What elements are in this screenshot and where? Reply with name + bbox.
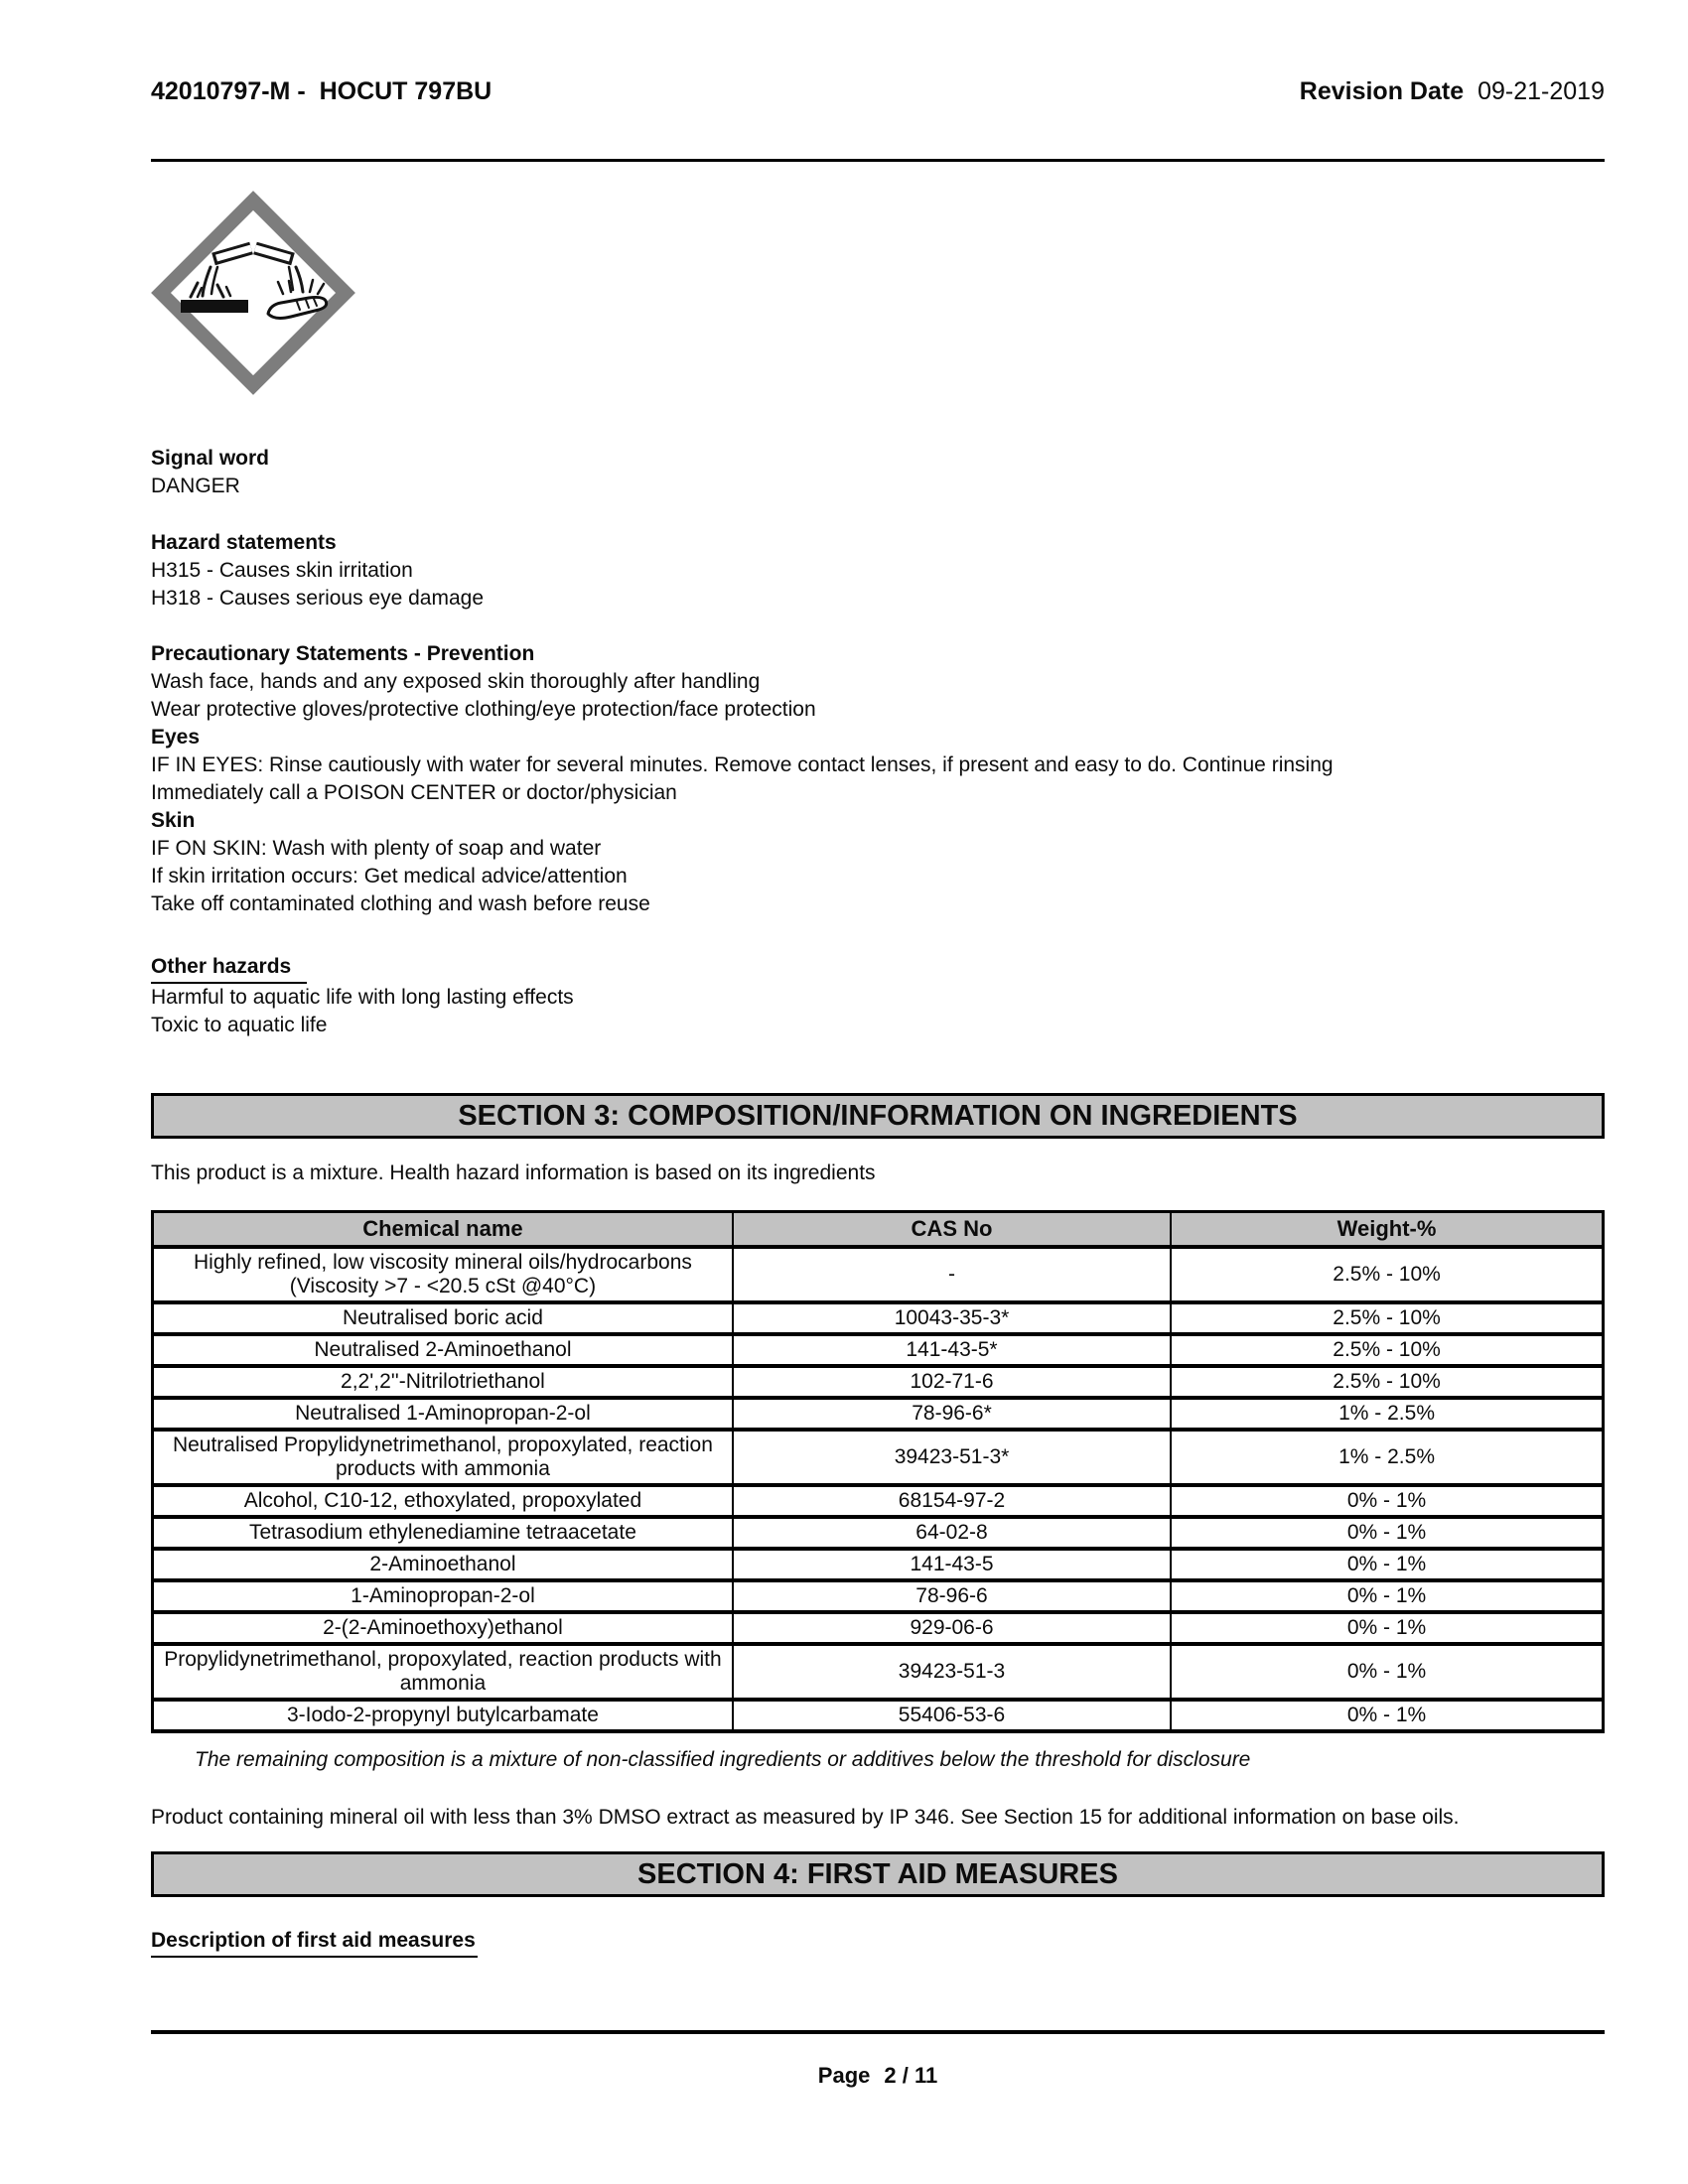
cas-no-cell: 78-96-6* bbox=[733, 1398, 1171, 1430]
chemical-name-cell: Alcohol, C10-12, ethoxylated, propoxylated bbox=[153, 1485, 733, 1517]
chemical-name-cell: Neutralised boric acid bbox=[153, 1302, 733, 1334]
weight-cell: 0% - 1% bbox=[1171, 1580, 1603, 1612]
weight-cell: 0% - 1% bbox=[1171, 1517, 1603, 1549]
ingredients-table-body bbox=[153, 1247, 1604, 1731]
header-rule bbox=[151, 159, 1605, 162]
hazard-statements-heading: Hazard statements bbox=[151, 531, 337, 554]
table-row bbox=[153, 1485, 1604, 1517]
doc-header bbox=[151, 77, 1605, 105]
page-label: Page bbox=[817, 2063, 871, 2088]
cas-no-cell: 39423-51-3 bbox=[733, 1644, 1171, 1700]
composition-footnote: The remaining composition is a mixture of non-classified ingredients or additives below the threshold for disclosure bbox=[195, 1748, 1251, 1771]
table-row bbox=[153, 1430, 1604, 1485]
weight-cell: 2.5% - 10% bbox=[1171, 1247, 1603, 1302]
page-footer bbox=[151, 2030, 1605, 2090]
weight-cell: 0% - 1% bbox=[1171, 1700, 1603, 1731]
eyes-line: Immediately call a POISON CENTER or doctor/physician bbox=[151, 781, 677, 804]
chemical-name-cell: Neutralised 1-Aminopropan-2-ol bbox=[153, 1398, 733, 1430]
table-row bbox=[153, 1580, 1604, 1612]
weight-cell: 2.5% - 10% bbox=[1171, 1334, 1603, 1366]
signal-word-value: DANGER bbox=[151, 475, 240, 497]
section3-title: SECTION 3: COMPOSITION/INFORMATION ON INGREDIENTS bbox=[458, 1100, 1298, 1132]
chemical-name-cell: Neutralised 2-Aminoethanol bbox=[153, 1334, 733, 1366]
eyes-list bbox=[151, 751, 1605, 807]
skin-line: Take off contaminated clothing and wash before reuse bbox=[151, 892, 650, 915]
cas-no-cell: - bbox=[733, 1247, 1171, 1302]
hazard-statements-block bbox=[151, 529, 1605, 613]
chemical-name-cell: 1-Aminopropan-2-ol bbox=[153, 1580, 733, 1612]
chemical-name-cell: Highly refined, low viscosity mineral oils/hydrocarbons (Viscosity >7 - <20.5 cSt @40°C) bbox=[153, 1247, 733, 1302]
ingredients-table bbox=[151, 1210, 1605, 1733]
section4-title: SECTION 4: FIRST AID MEASURES bbox=[637, 1858, 1118, 1890]
ghs-corrosion-icon bbox=[151, 191, 355, 395]
precautionary-block bbox=[151, 640, 1605, 918]
section3-title-bar bbox=[151, 1093, 1605, 1139]
cas-no-cell: 55406-53-6 bbox=[733, 1700, 1171, 1731]
table-row bbox=[153, 1302, 1604, 1334]
page-number: 2 / 11 bbox=[884, 2063, 938, 2088]
prevention-line: Wear protective gloves/protective clothing/eye protection/face protection bbox=[151, 698, 816, 721]
skin-line: IF ON SKIN: Wash with plenty of soap and water bbox=[151, 837, 602, 860]
table-row bbox=[153, 1334, 1604, 1366]
product-name: HOCUT 797BU bbox=[319, 77, 492, 105]
prevention-list bbox=[151, 668, 1605, 724]
other-hazards-block bbox=[151, 953, 1605, 1039]
table-header-row bbox=[153, 1212, 1604, 1248]
skin-list bbox=[151, 835, 1605, 918]
other-hazards-line: Toxic to aquatic life bbox=[151, 1014, 328, 1036]
sds-page bbox=[151, 0, 1605, 1958]
signal-word-label: Signal word bbox=[151, 447, 270, 470]
signal-word-block bbox=[151, 445, 1605, 500]
table-row bbox=[153, 1366, 1604, 1398]
chemical-name-cell: 3-Iodo-2-propynyl butylcarbamate bbox=[153, 1700, 733, 1731]
table-row bbox=[153, 1700, 1604, 1731]
eyes-line: IF IN EYES: Rinse cautiously with water for several minutes. Remove contact lenses, if present and easy to do. Continue rinsing bbox=[151, 753, 1334, 776]
skin-line: If skin irritation occurs: Get medical advice/attention bbox=[151, 865, 628, 887]
doc-title-separator: - bbox=[297, 77, 306, 105]
mineral-oil-note: Product containing mineral oil with less than 3% DMSO extract as measured by IP 346. See Section 15 for additional information on base oils. bbox=[151, 1806, 1460, 1829]
chemical-name-cell: 2,2',2''-Nitrilotriethanol bbox=[153, 1366, 733, 1398]
hazard-statement-line: H315 - Causes skin irritation bbox=[151, 559, 413, 582]
weight-cell: 1% - 2.5% bbox=[1171, 1430, 1603, 1485]
other-hazards-heading: Other hazards bbox=[151, 953, 307, 984]
precautionary-heading: Precautionary Statements - Prevention bbox=[151, 642, 535, 665]
eyes-heading: Eyes bbox=[151, 726, 201, 749]
cas-no-cell: 10043-35-3* bbox=[733, 1302, 1171, 1334]
page-number-block bbox=[151, 2062, 1605, 2090]
table-row bbox=[153, 1612, 1604, 1644]
skin-heading: Skin bbox=[151, 809, 196, 832]
doc-title bbox=[151, 77, 492, 105]
revision-date-block bbox=[1300, 77, 1605, 105]
first-aid-subheading: Description of first aid measures bbox=[151, 1927, 478, 1958]
weight-cell: 1% - 2.5% bbox=[1171, 1398, 1603, 1430]
cas-no-cell: 929-06-6 bbox=[733, 1612, 1171, 1644]
table-row bbox=[153, 1517, 1604, 1549]
other-hazards-line: Harmful to aquatic life with long lasting effects bbox=[151, 986, 574, 1009]
hazard-statement-line: H318 - Causes serious eye damage bbox=[151, 587, 485, 610]
revision-date-value: 09-21-2019 bbox=[1477, 77, 1605, 105]
weight-cell: 0% - 1% bbox=[1171, 1644, 1603, 1700]
footer-rule bbox=[151, 2030, 1605, 2034]
cas-no-cell: 39423-51-3* bbox=[733, 1430, 1171, 1485]
prevention-line: Wash face, hands and any exposed skin thoroughly after handling bbox=[151, 670, 761, 693]
chemical-name-cell: Tetrasodium ethylenediamine tetraacetate bbox=[153, 1517, 733, 1549]
weight-cell: 0% - 1% bbox=[1171, 1549, 1603, 1580]
section4-title-bar bbox=[151, 1851, 1605, 1897]
doc-number: 42010797-M bbox=[151, 77, 291, 105]
weight-cell: 0% - 1% bbox=[1171, 1612, 1603, 1644]
table-row bbox=[153, 1644, 1604, 1700]
table-row bbox=[153, 1398, 1604, 1430]
composition-intro: This product is a mixture. Health hazard information is based on its ingredients bbox=[151, 1161, 876, 1184]
chemical-name-cell: 2-Aminoethanol bbox=[153, 1549, 733, 1580]
weight-cell: 0% - 1% bbox=[1171, 1485, 1603, 1517]
hazard-statements-list bbox=[151, 557, 1605, 613]
column-header-cas-no: CAS No bbox=[733, 1212, 1171, 1248]
cas-no-cell: 78-96-6 bbox=[733, 1580, 1171, 1612]
cas-no-cell: 102-71-6 bbox=[733, 1366, 1171, 1398]
chemical-name-cell: Neutralised Propylidynetrimethanol, propoxylated, reaction products with ammonia bbox=[153, 1430, 733, 1485]
weight-cell: 2.5% - 10% bbox=[1171, 1302, 1603, 1334]
table-row bbox=[153, 1549, 1604, 1580]
weight-cell: 2.5% - 10% bbox=[1171, 1366, 1603, 1398]
cas-no-cell: 64-02-8 bbox=[733, 1517, 1171, 1549]
column-header-weight: Weight-% bbox=[1171, 1212, 1603, 1248]
table-row bbox=[153, 1247, 1604, 1302]
chemical-name-cell: Propylidynetrimethanol, propoxylated, reaction products with ammonia bbox=[153, 1644, 733, 1700]
chemical-name-cell: 2-(2-Aminoethoxy)ethanol bbox=[153, 1612, 733, 1644]
column-header-chemical-name: Chemical name bbox=[153, 1212, 733, 1248]
cas-no-cell: 141-43-5* bbox=[733, 1334, 1171, 1366]
cas-no-cell: 141-43-5 bbox=[733, 1549, 1171, 1580]
other-hazards-list bbox=[151, 984, 1605, 1039]
revision-date-label: Revision Date bbox=[1299, 77, 1465, 105]
first-aid-subheading-block bbox=[151, 1927, 1605, 1958]
cas-no-cell: 68154-97-2 bbox=[733, 1485, 1171, 1517]
